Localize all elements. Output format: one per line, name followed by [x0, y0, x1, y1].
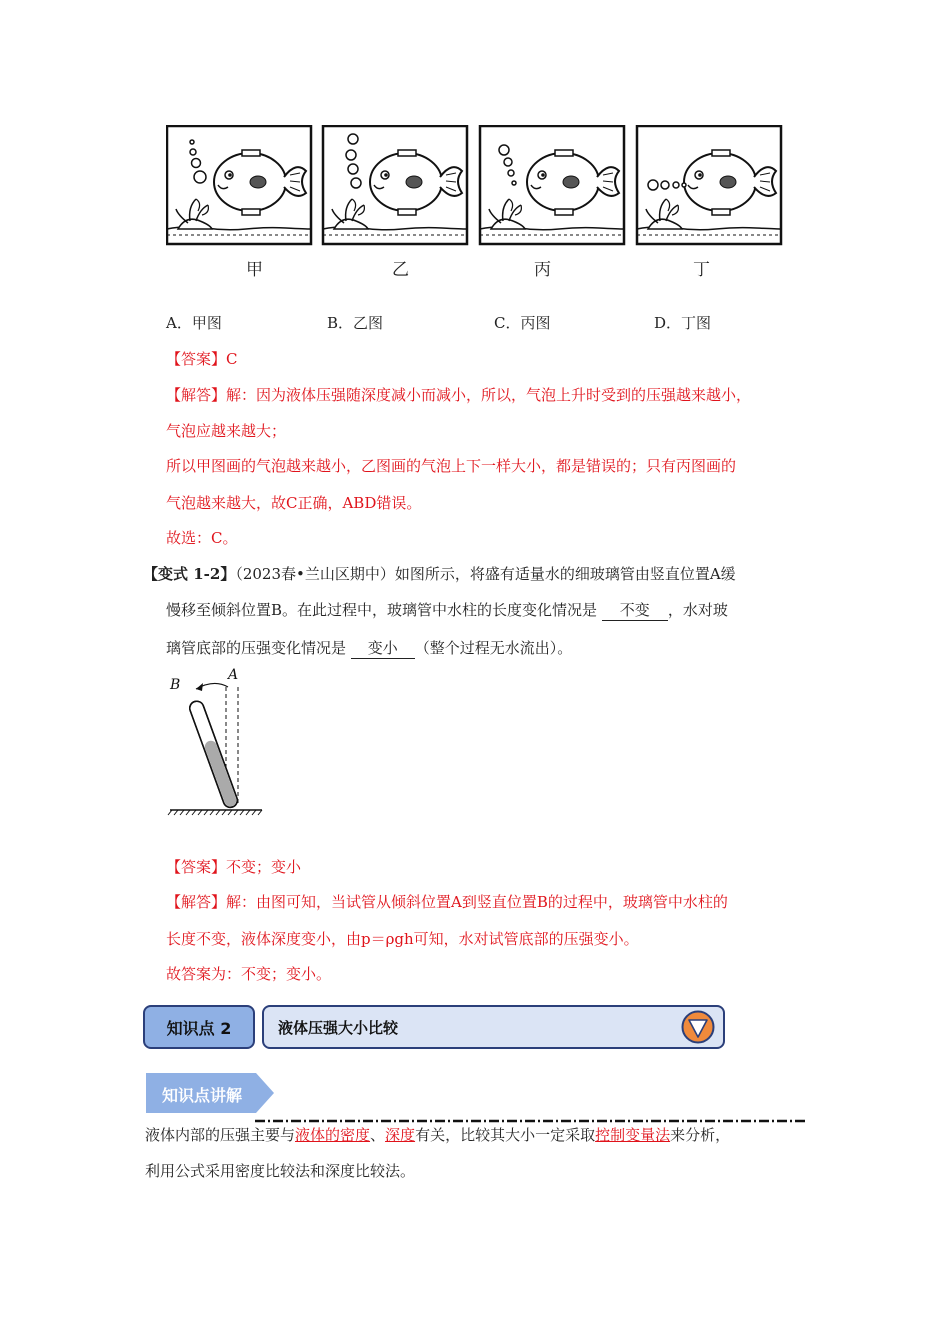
q1-analysis-tag: 【解答】	[166, 386, 227, 404]
option-a: A．甲图	[166, 314, 222, 332]
knowledge-body-1: 液体内部的压强主要与	[145, 1126, 296, 1144]
knowledge-sep: 、	[370, 1126, 386, 1144]
tube-label-b: B	[170, 677, 181, 693]
q1-analysis-line-5: 故选：C。	[166, 529, 238, 547]
q2-answer	[166, 856, 301, 877]
section-divider	[255, 1108, 805, 1112]
figure-label-yi: 乙	[392, 260, 409, 280]
knowledge-body-line-2: 利用公式采用密度比较法和深度比较法。	[145, 1162, 416, 1180]
triangle-down-icon	[681, 1010, 715, 1044]
q1-analysis-line-1	[166, 384, 751, 405]
q2-blank-1: 不变	[602, 599, 668, 621]
q2-blank-2: 变小	[351, 637, 415, 659]
option-c: C．丙图	[494, 314, 551, 332]
q2-stem-text-1: （2023春•兰山区期中）如图所示，将盛有适量水的细玻璃管由竖直位置A缓	[235, 565, 736, 583]
figure-ding	[637, 126, 781, 244]
figure-label-jia: 甲	[246, 260, 263, 280]
q1-answer	[166, 348, 238, 369]
figure-label-bing: 丙	[534, 260, 551, 280]
q2-analysis-line-3: 故答案为：不变；变小。	[166, 965, 332, 983]
knowledge-body-2: 有关，比较其大小一定采取	[415, 1126, 596, 1144]
knowledge-body-3: 来分析，	[670, 1126, 731, 1144]
q1-analysis-line-2: 气泡应越来越大；	[166, 422, 287, 440]
q2-analysis-tag: 【解答】	[166, 893, 227, 911]
knowledge-body-line-1	[145, 1124, 730, 1145]
fish-figures-svg	[166, 125, 796, 247]
q2-stem-line-1	[143, 563, 736, 584]
q2-analysis-line-1	[166, 891, 728, 912]
q2-stem-text-2a: 慢移至倾斜位置B。在此过程中，玻璃管中水柱的长度变化情况是	[166, 601, 598, 619]
tube-figure	[166, 665, 266, 820]
q2-tag: 【变式 1-2】	[143, 565, 236, 583]
q2-stem-text-2b: ，水对玻	[667, 601, 728, 619]
figure-bing	[480, 126, 624, 244]
q2-analysis-line-2: 长度不变，液体深度变小，由p＝ρgh可知，水对试管底部的压强变小。	[166, 930, 639, 948]
tube-figure-svg	[166, 665, 266, 820]
q2-analysis-text-1: 解：由图可知，当试管从倾斜位置A到竖直位置B的过程中，玻璃管中水柱的	[226, 893, 728, 911]
q1-analysis-line-4: 气泡越来越大，故C正确，ABD错误。	[166, 494, 422, 512]
figure-jia	[167, 126, 311, 244]
section-tab-label: 知识点讲解	[162, 1086, 243, 1105]
highlight-depth: 深度	[385, 1126, 416, 1144]
option-d: D．丁图	[654, 314, 712, 332]
option-b: B．乙图	[327, 314, 384, 332]
q2-answer-value: 不变；变小	[226, 858, 302, 876]
section-divider-line	[255, 1119, 805, 1123]
q2-stem-line-3	[166, 637, 572, 659]
q1-analysis-text-1: 解：因为液体压强随深度减小而减小，所以，气泡上升时受到的压强越来越小，	[226, 386, 752, 404]
figure-label-ding: 丁	[693, 260, 710, 280]
highlight-control-variable: 控制变量法	[595, 1126, 671, 1144]
q2-stem-text-3b: （整个过程无水流出）。	[414, 639, 573, 657]
q1-answer-tag: 【答案】	[166, 350, 227, 368]
knowledge-point-title-bar	[262, 1005, 725, 1049]
fish-bubble-figures	[166, 125, 796, 245]
q1-answer-value: C	[226, 350, 238, 368]
tube-label-a: A	[228, 667, 239, 683]
knowledge-point-title: 液体压强大小比较	[278, 1018, 399, 1037]
knowledge-point-badge: 知识点 2	[143, 1005, 255, 1049]
q2-stem-text-3a: 璃管底部的压强变化情况是	[166, 639, 347, 657]
q2-answer-tag: 【答案】	[166, 858, 227, 876]
q2-stem-line-2	[166, 599, 728, 621]
highlight-density: 液体的密度	[295, 1126, 371, 1144]
q1-analysis-line-3: 所以甲图画的气泡越来越小，乙图画的气泡上下一样大小，都是错误的；只有丙图画的	[166, 457, 737, 475]
figure-yi	[323, 126, 467, 244]
